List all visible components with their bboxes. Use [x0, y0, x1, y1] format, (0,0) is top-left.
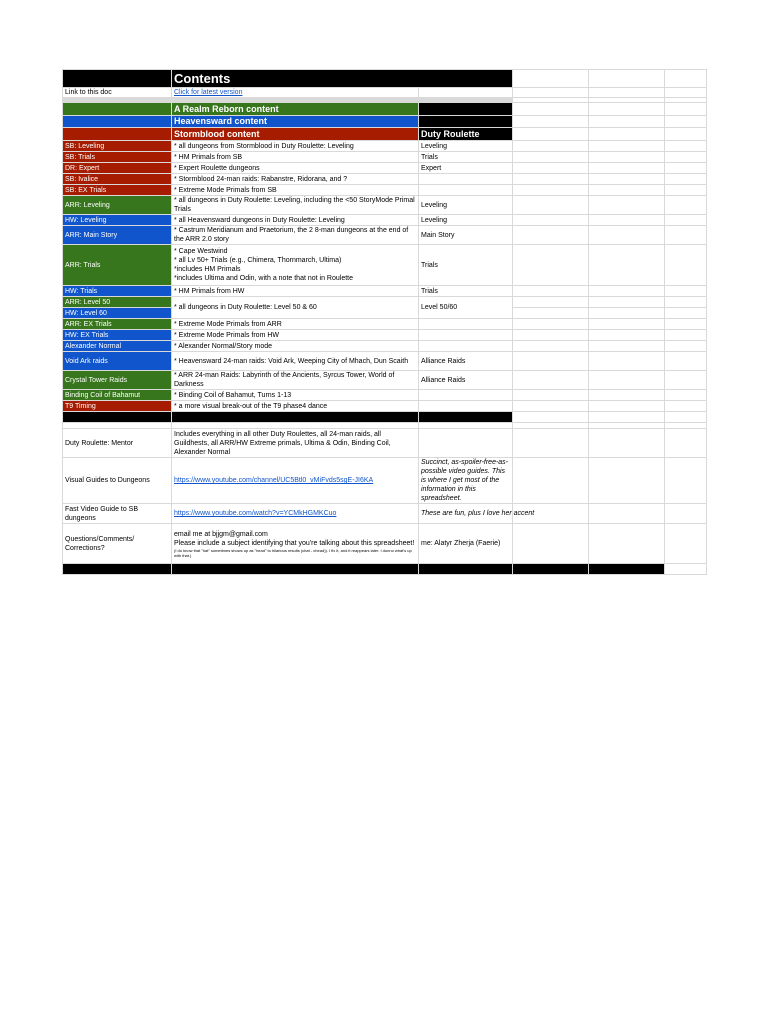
fast_video-label: Fast Video Guide to SB dungeons	[63, 504, 172, 524]
row-roulette	[419, 390, 513, 401]
row-description: * Stormblood 24-man raids: Rabanstre, Ridorana, and ?	[172, 174, 419, 185]
row-roulette	[419, 319, 513, 330]
row-description: * Extreme Mode Primals from SB	[172, 185, 419, 196]
row-label: SB: Ivalice	[63, 174, 172, 185]
row-roulette	[419, 330, 513, 341]
row-label: ARR: Level 50	[63, 297, 172, 308]
duty-roulette-header: Duty Roulette	[419, 128, 513, 141]
row-label: HW: EX Trials	[63, 330, 172, 341]
row-roulette	[419, 174, 513, 185]
table-row	[63, 297, 707, 308]
row-label: SB: Trials	[63, 152, 172, 163]
link-label: Link to this doc	[63, 88, 172, 98]
row-roulette: Alliance Raids	[419, 352, 513, 371]
table-row	[63, 174, 707, 185]
row-label: HW: Trials	[63, 286, 172, 297]
info-row	[63, 504, 707, 524]
info-row	[63, 429, 707, 458]
row-label: ARR: Leveling	[63, 196, 172, 215]
row-label: HW: Level 60	[63, 308, 172, 319]
row-roulette: Alliance Raids	[419, 371, 513, 390]
row-description: * Extreme Mode Primals from ARR	[172, 319, 419, 330]
row-roulette: Expert	[419, 163, 513, 174]
questions-description: Please include a subject identifying that you're talking about this spreadsheet!	[174, 539, 415, 547]
row-label: T9 Timing	[63, 401, 172, 412]
row-roulette: Level 50/60	[419, 297, 513, 319]
row-roulette: Leveling	[419, 141, 513, 152]
corner-cell	[63, 70, 172, 88]
row-roulette: Trials	[419, 152, 513, 163]
row-roulette: Main Story	[419, 226, 513, 245]
table-row	[63, 163, 707, 174]
row-label: Alexander Normal	[63, 341, 172, 352]
row-label: SB: EX Trials	[63, 185, 172, 196]
mentor-label: Duty Roulette: Mentor	[63, 429, 172, 458]
table-row	[63, 330, 707, 341]
row-label: Void Ark raids	[63, 352, 172, 371]
table-row	[63, 371, 707, 390]
row-description: * all dungeons in Duty Roulette: Leveling, including the <50 StoryMode Primal Trials	[172, 196, 419, 215]
row-description: * Castrum Meridianum and Praetorium, the 2 8-man dungeons at the end of the ARR 2.0 story	[172, 226, 419, 245]
section-arr: A Realm Reborn content	[172, 103, 419, 116]
visual-guides-note: Succinct, as-spoiler-free-as-possible video guides. This is where I get most of the information in this spreadsheet.	[419, 458, 513, 504]
footer-bar	[63, 564, 707, 575]
row-label: DR: Expert	[63, 163, 172, 174]
latest-version-link[interactable]: Click for latest version	[174, 89, 243, 96]
table-row	[63, 152, 707, 163]
fast-video-note: These are fun, plus I love her accent	[419, 504, 513, 524]
row-description: * Extreme Mode Primals from HW	[172, 330, 419, 341]
table-row	[63, 401, 707, 412]
contents-sheet	[62, 69, 707, 575]
info-row	[63, 458, 707, 504]
row-description: * ARR 24-man Raids: Labyrinth of the Ancients, Syrcus Tower, World of Darkness	[172, 371, 419, 390]
table-row	[63, 352, 707, 371]
row-roulette	[419, 341, 513, 352]
table-row	[63, 196, 707, 215]
row-description: * HM Primals from HW	[172, 286, 419, 297]
row-description: * Alexander Normal/Story mode	[172, 341, 419, 352]
row-description: * all Heavensward dungeons in Duty Roulette: Leveling	[172, 215, 419, 226]
table-row	[63, 245, 707, 286]
row-label: HW: Leveling	[63, 215, 172, 226]
table-row	[63, 226, 707, 245]
table-row	[63, 319, 707, 330]
row-label: Crystal Tower Raids	[63, 371, 172, 390]
row-roulette: Leveling	[419, 196, 513, 215]
row-description: * a more visual break-out of the T9 phase4 dance	[172, 401, 419, 412]
row-roulette: Trials	[419, 286, 513, 297]
row-label: Binding Coil of Bahamut	[63, 390, 172, 401]
fine-print: (I do know that "hat" sometimes shows up as "head" to hilarious results (chat - chead)). I fix it, and it reappears later. I dunno what's up with that.)	[174, 547, 412, 558]
row-description: * HM Primals from SB	[172, 152, 419, 163]
row-description: * all dungeons in Duty Roulette: Level 50 & 60	[172, 297, 419, 319]
table-row	[63, 185, 707, 196]
table-row	[63, 390, 707, 401]
contact-email: email me at bjjgm@gmail.com	[174, 530, 268, 538]
row-description: * Heavensward 24-man raids: Void Ark, Weeping City of Mhach, Dun Scaith	[172, 352, 419, 371]
row-description: * Binding Coil of Bahamut, Turns 1-13	[172, 390, 419, 401]
row-roulette: Leveling	[419, 215, 513, 226]
section-hw: Heavensward content	[172, 116, 419, 128]
visual-guides-link[interactable]: https://www.youtube.com/channel/UC5Btl0_vMiFvds5sgE-JI6KA	[174, 477, 374, 484]
row-label: ARR: Trials	[63, 245, 172, 286]
table-row	[63, 286, 707, 297]
contact-name: me: Alatyr Zherja (Faerie)	[419, 524, 513, 564]
mentor-description: Includes everything in all other Duty Roulettes, all 24-man raids, all Guildhests, all ARR/HW Extreme primals, Ultima & Odin, Binding Coil, Alexander Normal	[172, 429, 419, 458]
separator-row	[63, 412, 707, 423]
row-roulette: Trials	[419, 245, 513, 286]
info-row	[63, 524, 707, 564]
table-row	[63, 341, 707, 352]
table-row	[63, 141, 707, 152]
row-roulette	[419, 401, 513, 412]
row-description: * Expert Roulette dungeons	[172, 163, 419, 174]
table-row	[63, 215, 707, 226]
section-sb: Stormblood content	[172, 128, 419, 141]
visual_guides-label: Visual Guides to Dungeons	[63, 458, 172, 504]
row-label: ARR: EX Trials	[63, 319, 172, 330]
sheet-title: Contents	[172, 70, 513, 88]
questions-label: Questions/Comments/ Corrections?	[63, 524, 172, 564]
row-description: * Cape Westwind * all Lv 50+ Trials (e.g., Chimera, Thornmarch, Ultima) *includes HM Primals *includes Ultima and Odin, with a note that not in Roulette	[172, 245, 419, 286]
row-label: ARR: Main Story	[63, 226, 172, 245]
row-roulette	[419, 185, 513, 196]
row-description: * all dungeons from Stormblood in Duty Roulette: Leveling	[172, 141, 419, 152]
row-label: SB: Leveling	[63, 141, 172, 152]
fast-video-link[interactable]: https://www.youtube.com/watch?v=YCMkHGMKCuo	[174, 510, 337, 517]
